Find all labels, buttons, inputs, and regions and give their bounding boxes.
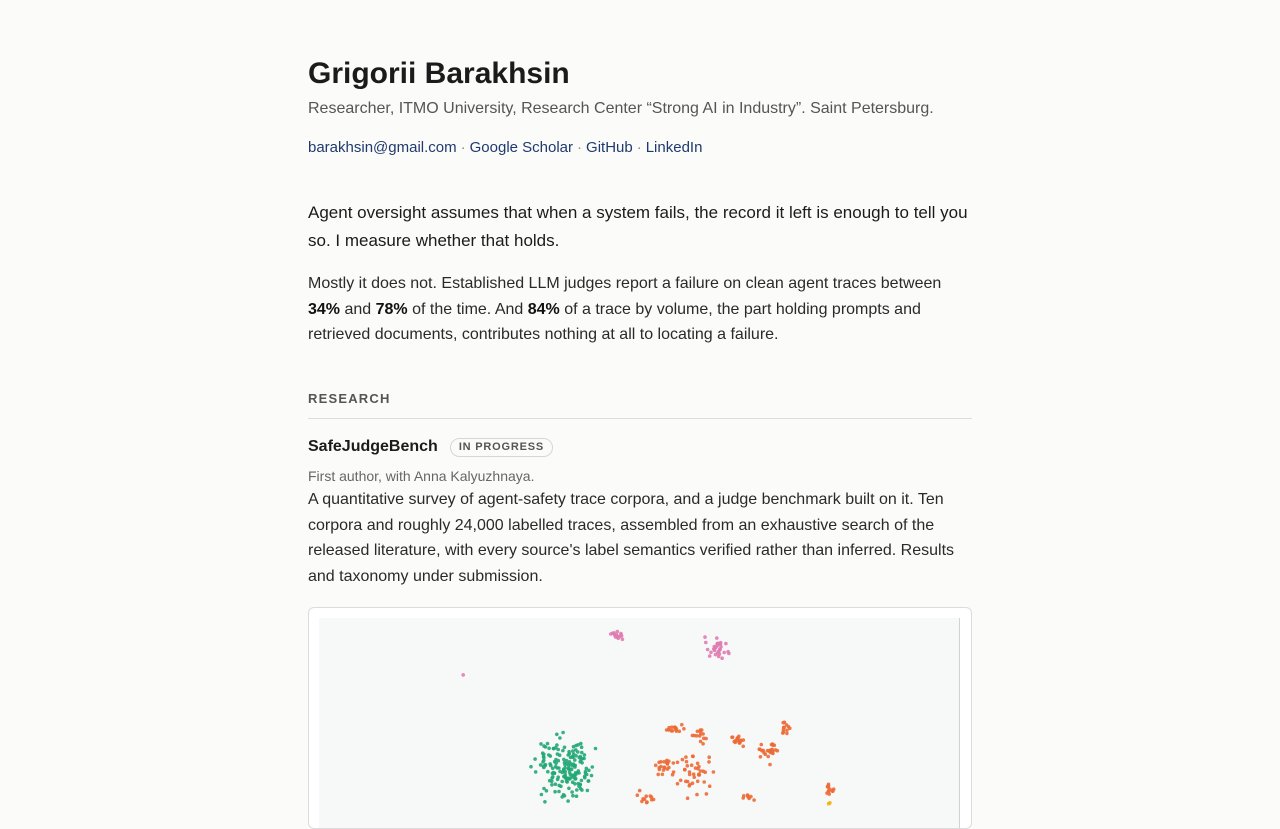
scatter-point (568, 767, 572, 771)
scatter-point (584, 770, 588, 774)
scatter-point (533, 757, 537, 761)
scatter-point (534, 770, 538, 774)
scatter-point (715, 636, 719, 640)
figure-card (308, 607, 972, 829)
scatter-point (587, 769, 591, 773)
intro-lead: Agent oversight assumes that when a system fails, the record it left is enough to tell you so. I measure whether that holds. (308, 203, 968, 250)
scatter-point (681, 758, 685, 762)
link-separator: · (636, 139, 642, 156)
scatter-point (567, 750, 571, 754)
scatter-point (758, 748, 762, 752)
scatter-point (703, 635, 707, 639)
scatter-point (731, 735, 735, 739)
scatter-point (553, 790, 557, 794)
scatter-point (645, 801, 649, 805)
scatter-point (561, 731, 565, 735)
scatter-point (616, 630, 620, 634)
scatter-point (557, 766, 561, 770)
scatter-point (658, 768, 662, 772)
scatter-point (768, 763, 772, 767)
scatter-point (826, 785, 830, 789)
scatter-point (572, 762, 576, 766)
intro-text-3: of the time. And (407, 300, 528, 318)
scatter-point (713, 645, 717, 649)
scatter-point (696, 762, 700, 766)
scatter-point (712, 770, 716, 774)
scatter-point (707, 755, 711, 759)
scatter-point (566, 753, 570, 757)
scatter-point (671, 729, 675, 733)
scatter-point (571, 749, 575, 753)
scatter-point (706, 648, 710, 652)
stat-volume: 84% (527, 300, 560, 318)
scatter-point (556, 748, 560, 752)
scatter-point (636, 793, 640, 797)
stat-high: 78% (375, 300, 408, 318)
scatter-point (559, 785, 563, 789)
google-scholar-link[interactable]: Google Scholar (469, 139, 574, 156)
scatter-point (550, 776, 554, 780)
scatter-point (678, 730, 682, 734)
scatter-point (576, 750, 580, 754)
scatter-point (571, 755, 575, 759)
scatter-point (682, 727, 686, 731)
scatter-point (558, 770, 562, 774)
scatter-point (662, 760, 666, 764)
scatter-point (543, 800, 547, 804)
scatter-point (621, 638, 625, 642)
trace-embedding-scatter (319, 618, 961, 828)
scatter-point (562, 793, 566, 797)
github-link[interactable]: GitHub (586, 139, 633, 156)
scatter-point (704, 641, 708, 645)
scatter-point (764, 753, 768, 757)
scatter-point (580, 788, 584, 792)
scatter-point (580, 751, 584, 755)
scatter-point (554, 782, 558, 786)
scatter-point (704, 737, 708, 741)
scatter-point (702, 780, 706, 784)
scatter-point (461, 673, 465, 677)
scatter-point (575, 788, 579, 792)
section-divider (308, 418, 972, 419)
scatter-point (542, 759, 546, 763)
scatter-point (560, 780, 564, 784)
scatter-point (767, 749, 771, 753)
scatter-point (552, 747, 556, 751)
research-section-heading: RESEARCH (308, 391, 391, 406)
scatter-point (542, 787, 546, 791)
scatter-point (707, 760, 711, 764)
scatter-point (556, 752, 560, 756)
stat-low: 34% (308, 300, 341, 318)
scatter-point (546, 770, 550, 774)
scatter-point (550, 783, 554, 787)
scatter-point (749, 795, 753, 799)
scatter-point (776, 749, 780, 753)
scatter-point (672, 770, 676, 774)
scatter-point (580, 779, 584, 783)
scatter-point (644, 794, 648, 798)
scatter-point (551, 772, 555, 776)
scatter-point (741, 796, 745, 800)
scatter-point (561, 749, 565, 753)
scatter-point (676, 761, 680, 765)
intro-text-1: Mostly it does not. Established LLM judges report a failure on clean agent traces between (308, 275, 942, 292)
scatter-point (574, 777, 578, 781)
scatter-point (582, 757, 586, 761)
scatter-point (558, 736, 562, 740)
scatter-point (573, 758, 577, 762)
scatter-point (575, 794, 579, 798)
project-title: SafeJudgeBench (308, 438, 438, 455)
scatter-point (783, 721, 787, 725)
scatter-point (613, 634, 617, 638)
project-authors: First author, with Anna Kalyuzhnaya. (308, 468, 535, 484)
scatter-point (638, 789, 642, 793)
scatter-point (761, 749, 765, 753)
scatter-point (564, 776, 568, 780)
scatter-point (649, 794, 653, 798)
intro-text-2: and (340, 300, 376, 318)
scatter-point (716, 642, 720, 646)
email-link[interactable]: barakhsin@gmail.com (308, 139, 457, 156)
scatter-point (555, 733, 559, 737)
scatter-point (734, 741, 738, 745)
scatter-point (683, 768, 687, 772)
scatter-point (557, 790, 561, 794)
scatter-point (713, 649, 717, 653)
scatter-point (554, 762, 558, 766)
scatter-point (717, 649, 721, 653)
scatter-point (539, 742, 543, 746)
link-separator: · (460, 139, 466, 156)
scatter-point (656, 773, 660, 777)
scatter-point (752, 798, 756, 802)
scatter-point (696, 780, 700, 784)
scatter-point (542, 744, 546, 748)
scatter-point (695, 793, 699, 797)
scatter-point (714, 653, 718, 657)
scatter-point (741, 745, 745, 749)
scatter-point (529, 765, 533, 769)
scatter-point (705, 792, 709, 796)
scatter-point (722, 651, 726, 655)
plot-background (319, 618, 959, 828)
scatter-point (672, 761, 676, 765)
scatter-point (576, 743, 580, 747)
scatter-point (590, 774, 594, 778)
scatter-point (709, 651, 713, 655)
scatter-point (563, 746, 567, 750)
scatter-point (718, 652, 722, 656)
status-badge: IN PROGRESS (450, 438, 553, 457)
scatter-point (690, 763, 694, 767)
scatter-point (825, 791, 829, 795)
scatter-point (697, 773, 701, 777)
scatter-point (720, 656, 724, 660)
scatter-point (691, 754, 695, 758)
scatter-point (579, 783, 583, 787)
scatter-point (785, 732, 789, 736)
scatter-point (692, 775, 696, 779)
scatter-point (591, 765, 595, 769)
scatter-point (691, 781, 695, 785)
scatter-point (542, 766, 546, 770)
scatter-point (546, 742, 550, 746)
scatter-point (594, 747, 598, 751)
scatter-point (760, 743, 764, 747)
scatter-point (684, 755, 688, 759)
scatter-point (562, 758, 566, 762)
scatter-point (640, 800, 644, 804)
scatter-point (662, 768, 666, 772)
scatter-point (586, 789, 590, 793)
scatter-point (679, 779, 683, 783)
scatter-point (700, 728, 704, 732)
scatter-point (666, 762, 670, 766)
scatter-point (676, 782, 680, 786)
scatter-point (547, 753, 551, 757)
scatter-point (587, 779, 591, 783)
intro-paragraph (308, 271, 972, 348)
scatter-point (736, 737, 740, 741)
scatter-point (556, 778, 560, 782)
scatter-point (692, 772, 696, 776)
scatter-point (785, 729, 789, 733)
scatter-point (701, 742, 705, 746)
scatter-point (828, 801, 832, 805)
scatter-point (746, 794, 750, 798)
scatter-point (547, 747, 551, 751)
scatter-point (759, 755, 763, 759)
scatter-point (661, 773, 665, 777)
scatter-point (688, 773, 692, 777)
scatter-point (659, 760, 663, 764)
scatter-point (580, 745, 584, 749)
link-separator: · (577, 139, 583, 156)
scatter-point (831, 789, 835, 793)
scatter-point (708, 784, 712, 788)
project-header (308, 437, 553, 457)
page-title: Grigorii Barakhsin (308, 57, 570, 90)
contact-links (308, 138, 702, 158)
scatter-point (548, 762, 552, 766)
linkedin-link[interactable]: LinkedIn (645, 139, 703, 156)
scatter-point (685, 760, 689, 764)
scatter-point (540, 793, 544, 797)
scatter-point (539, 763, 543, 767)
scatter-point (548, 779, 552, 783)
scatter-point (686, 764, 690, 768)
scatter-point (541, 751, 545, 755)
intro-text-4: of a trace by volume, the part holding prompts and retrieved documents, contributes nothing at all to locating a failure. (308, 300, 921, 344)
scatter-point (562, 769, 566, 773)
scatter-point (680, 723, 684, 727)
project-description: A quantitative survey of agent-safety trace corpora, and a judge benchmark built on it. Ten corpora and roughly 24,000 labelled traces, assembled from an exhaustive search of the released literature, with every source's label semantics verified rather than inferred. Results and taxonomy under submission. (308, 491, 955, 585)
affiliation-text: Researcher, ITMO University, Research Center “Strong AI in Industry”. Saint Petersburg. (308, 100, 934, 117)
scatter-point (686, 796, 690, 800)
scatter-point (554, 765, 558, 769)
scatter-point (580, 761, 584, 765)
scatter-point (686, 780, 690, 784)
scatter-point (708, 654, 712, 658)
scatter-point (654, 764, 658, 768)
scatter-point (695, 734, 699, 738)
scatter-point (665, 728, 669, 732)
scatter-point (771, 742, 775, 746)
scatter-point (699, 769, 703, 773)
scatter-point (570, 790, 574, 794)
scatter-point (727, 652, 731, 656)
scatter-point (701, 732, 705, 736)
scatter-point (578, 756, 582, 760)
scatter-point (609, 632, 613, 636)
scatter-point (567, 787, 571, 791)
scatter-point (555, 743, 559, 747)
scatter-point (567, 777, 571, 781)
scatter-point (766, 755, 770, 759)
scatter-point (619, 632, 623, 636)
scatter-point (724, 642, 728, 646)
scatter-point (739, 739, 743, 743)
scatter-point (567, 764, 571, 768)
scatter-point (673, 726, 677, 730)
scatter-point (571, 780, 575, 784)
scatter-point (782, 728, 786, 732)
scatter-point (571, 794, 575, 798)
